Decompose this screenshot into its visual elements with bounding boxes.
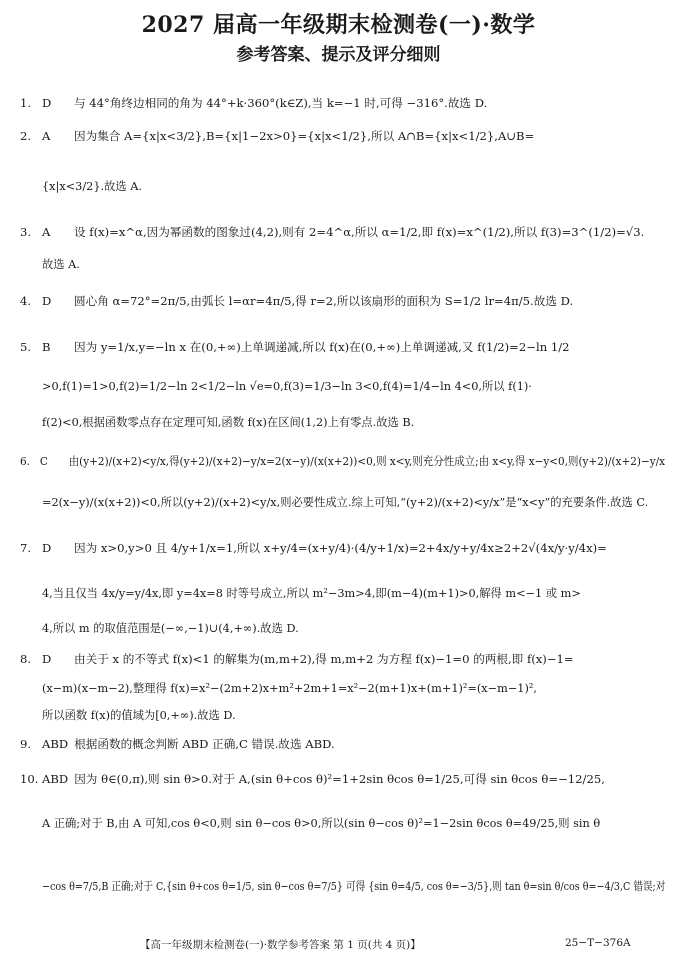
answer-text: 由(y+2)/(x+2)<y/x,得(y+2)/(x+2)−y/x=2(x−y)/(x(x+2))<0,则 x<y,则充分性成立;由 x<y,得 x−y<0,则(y+2)/(x+2)−y/x — [68, 454, 666, 468]
answer-line — [20, 453, 666, 469]
answer-text: 与 44°角终边相同的角为 44°+k·360°(k∈Z),当 k=−1 时,可得 −316°.故选 D. — [74, 96, 488, 110]
question-number: 1. — [20, 96, 32, 110]
answer-line — [42, 178, 665, 194]
answer-text: A 正确;对于 B,由 A 可知,cos θ<0,则 sin θ−cos θ>0,所以(sin θ−cos θ)²=1−2sin θcos θ=49/25,则 sin θ — [42, 816, 601, 830]
answer-line — [20, 339, 660, 355]
document-subtitle: 参考答案、提示及评分细则 — [236, 45, 441, 65]
answer-choice: ABD — [42, 737, 69, 751]
answer-line — [42, 680, 665, 696]
answer-choice: C — [39, 454, 48, 468]
answer-text: 因为集合 A={x|x<3/2},B={x|1−2x>0}={x|x<1/2},所以 A∩B={x|x<1/2},A∪B= — [74, 129, 535, 143]
answer-text: 因为 θ∈(0,π),则 sin θ>0.对于 A,(sin θ+cos θ)²=1+2sin θcos θ=1/25,可得 sin θcos θ=−12/25, — [74, 772, 605, 786]
answer-line — [42, 378, 665, 394]
answer-choice: D — [42, 96, 52, 110]
answer-text: (x−m)(x−m−2),整理得 f(x)=x²−(2m+2)x+m²+2m+1=x²−2(m+1)x+(m+1)²=(x−m−1)², — [42, 681, 537, 695]
question-number: 9. — [20, 737, 32, 751]
answer-line — [20, 95, 660, 111]
answer-line — [42, 585, 665, 601]
question-number: 7. — [20, 541, 32, 555]
question-number: 3. — [20, 225, 32, 239]
answer-line — [42, 414, 665, 430]
answer-text: 4,所以 m 的取值范围是(−∞,−1)∪(4,+∞).故选 D. — [42, 621, 299, 635]
answer-line — [42, 707, 665, 723]
footer-code: 25−T−376A — [565, 937, 631, 949]
answer-choice: B — [42, 340, 51, 354]
question-number: 5. — [20, 340, 32, 354]
footer-page-info: 【高一年级期末检测卷(一)·数学参考答案 第 1 页(共 4 页)】 — [140, 939, 421, 951]
answer-text: 因为 x>0,y>0 且 4/y+1/x=1,所以 x+y/4=(x+y/4)·(4/y+1/x)=2+4x/y+y/4x≥2+2√(4x/y·y/4x)= — [74, 541, 607, 555]
answer-text: 根据函数的概念判断 ABD 正确,C 错误.故选 ABD. — [74, 737, 335, 751]
answer-line — [20, 128, 660, 144]
answer-line — [42, 620, 665, 636]
answer-text: {x|x<3/2}.故选 A. — [42, 179, 143, 193]
document-title: 2027 届高一年级期末检测卷(一)·数学 — [141, 12, 536, 38]
answer-choice: D — [42, 294, 52, 308]
answer-choice: A — [42, 225, 51, 239]
question-number: 2. — [20, 129, 32, 143]
answer-line — [20, 293, 660, 309]
answer-text: f(2)<0,根据函数零点存在定理可知,函数 f(x)在区间(1,2)上有零点.故选 B. — [42, 415, 415, 429]
answer-line — [20, 651, 660, 667]
answer-text: >0,f(1)=1>0,f(2)=1/2−ln 2<1/2−ln √e=0,f(3)=1/3−ln 3<0,f(4)=1/4−ln 4<0,所以 f(1)· — [42, 379, 532, 393]
question-number: 10. — [20, 772, 39, 786]
answer-line — [42, 815, 665, 831]
answer-text: 由关于 x 的不等式 f(x)<1 的解集为(m,m+2),得 m,m+2 为方程 f(x)−1=0 的两根,即 f(x)−1= — [74, 652, 574, 666]
answer-line — [20, 736, 660, 752]
answer-text: 圆心角 α=72°=2π/5,由弧长 l=αr=4π/5,得 r=2,所以该扇形的面积为 S=1/2 lr=4π/5.故选 D. — [74, 294, 574, 308]
answer-line — [20, 771, 660, 787]
question-number: 6. — [20, 454, 30, 468]
question-number: 4. — [20, 294, 32, 308]
answer-text: 故选 A. — [42, 257, 80, 271]
question-number: 8. — [20, 652, 32, 666]
answer-choice: A — [42, 129, 51, 143]
answer-line — [42, 494, 665, 510]
answer-text: −cos θ=7/5,B 正确;对于 C,{sin θ+cos θ=1/5, sin θ−cos θ=7/5} 可得 {sin θ=4/5, cos θ=−3/5},则 tan θ=sin θ/cos θ=−4/3,C 错误;对 — [42, 879, 666, 893]
answer-text: 设 f(x)=x^α,因为幂函数的图象过(4,2),则有 2=4^α,所以 α=1/2,即 f(x)=x^(1/2),所以 f(3)=3^(1/2)=√3. — [74, 225, 645, 239]
answer-choice: D — [42, 652, 52, 666]
answer-text: 4,当且仅当 4x/y=y/4x,即 y=4x=8 时等号成立,所以 m²−3m>4,即(m−4)(m+1)>0,解得 m<−1 或 m> — [42, 586, 581, 600]
answer-line — [20, 540, 660, 556]
answer-line — [42, 256, 665, 272]
answer-line — [42, 878, 666, 894]
answer-choice: ABD — [42, 772, 69, 786]
answer-text: 因为 y=1/x,y=−ln x 在(0,+∞)上单调递减,所以 f(x)在(0,+∞)上单调递减,又 f(1/2)=2−ln 1/2 — [74, 340, 570, 354]
answer-text: 所以函数 f(x)的值域为[0,+∞).故选 D. — [42, 708, 236, 722]
answer-choice: D — [42, 541, 52, 555]
answer-line — [20, 224, 660, 240]
answer-text: =2(x−y)/(x(x+2))<0,所以(y+2)/(x+2)<y/x,则必要性成立.综上可知,“(y+2)/(x+2)<y/x”是“x<y”的充要条件.故选 C. — [42, 495, 649, 509]
